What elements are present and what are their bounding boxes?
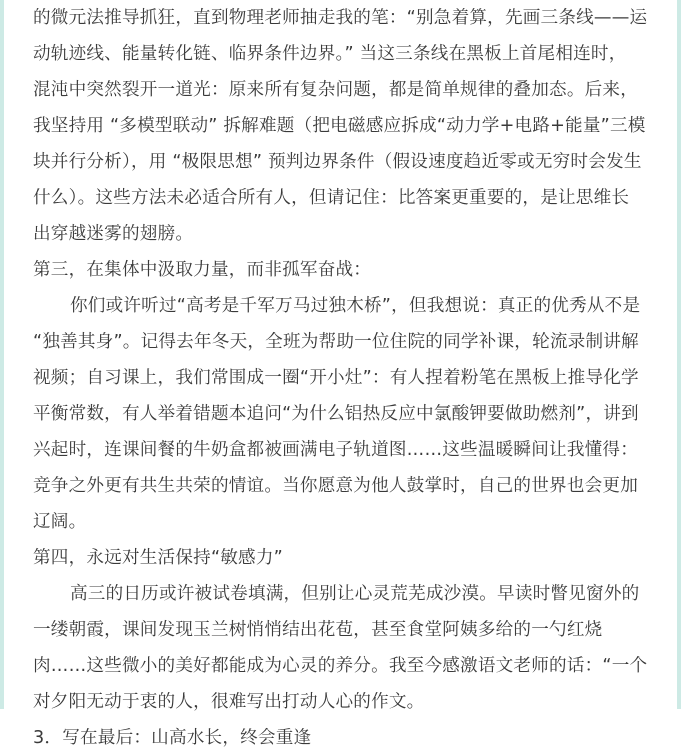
- section-heading-fourth: 第四，永远对生活保持“敏感力”: [33, 548, 283, 568]
- text-line: 动轨迹线、能量转化链、临界条件边界。” 当这三条线在黑板上首尾相连时，: [33, 44, 627, 64]
- text-line: 兴起时，连课间餐的牛奶盒都被画满电子轨道图……这些温暖瞬间让我懂得：: [33, 440, 638, 460]
- section-heading-third: 第三，在集体中汲取力量，而非孤军奋战：: [33, 260, 372, 280]
- section-heading-closing: 3．写在最后：山高水长，终会重逢: [33, 728, 312, 748]
- text-line: 平衡常数，有人举着错题本追问“为什么铝热反应中氯酸钾要做助燃剂”，讲到: [33, 404, 639, 424]
- text-line: 混沌中突然裂开一道光：原来所有复杂问题，都是简单规律的叠加态。后来，: [33, 80, 638, 100]
- article-body: [33, 0, 663, 756]
- text-line: 一缕朝霞，课间发现玉兰树悄悄结出花苞，甚至食堂阿姨多给的一勺红烧: [33, 620, 603, 640]
- text-line: 竞争之外更有共生共荣的情谊。当你愿意为他人鼓掌时，自己的世界也会更加: [33, 476, 638, 496]
- text-line: 对夕阳无动于衷的人，很难写出打动人心的作文。: [33, 692, 425, 712]
- text-line: 我坚持用 “多模型联动” 拆解难题（把电磁感应拆成“动力学+电路+能量”三模: [33, 116, 646, 136]
- text-line: 你们或许听过“高考是千军万马过独木桥”，但我想说：真正的优秀从不是: [70, 296, 641, 316]
- text-line: “独善其身”。记得去年冬天，全班为帮助一位住院的同学补课，轮流录制讲解: [33, 332, 639, 352]
- text-line: 出穿越迷雾的翅膀。: [33, 224, 194, 244]
- text-line: 高三的日历或许被试卷填满，但别让心灵荒芜成沙漠。早读时瞥见窗外的: [70, 584, 640, 604]
- text-line: 肉……这些微小的美好都能成为心灵的养分。我至今感激语文老师的话：“一个: [33, 656, 648, 676]
- text-line: 视频；自习课上，我们常围成一圈“开小灶”：有人捏着粉笔在黑板上推导化学: [33, 368, 639, 388]
- text-line: 的微元法推导抓狂，直到物理老师抽走我的笔：“别急着算，先画三条线——运: [33, 8, 648, 28]
- text-line: 什么）。这些方法未必适合所有人，但请记住：比答案更重要的，是让思维长: [33, 188, 630, 208]
- text-line: 辽阔。: [33, 512, 87, 532]
- text-line: 块并行分析），用 “极限思想” 预判边界条件（假设速度趋近零或无穷时会发生: [33, 152, 642, 172]
